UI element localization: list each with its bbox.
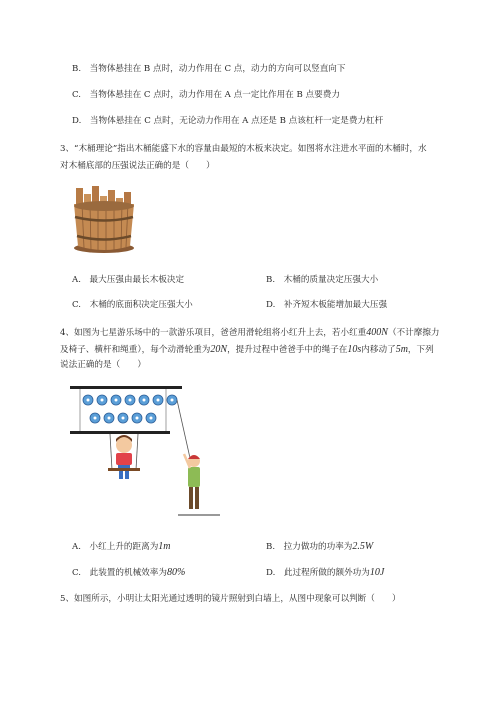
q4-option-c-text: C. 此装置的机械效率为 <box>72 568 167 578</box>
q4-stem-text: ，下列 <box>407 345 434 355</box>
q4-option-c-value: 80% <box>166 567 186 578</box>
q3-option-d: D. 补齐短木板能增加最大压强 <box>266 300 388 310</box>
q4-stem-line2 <box>60 344 434 356</box>
q4-option-a-value: 1m <box>158 541 171 552</box>
q4-option-c <box>72 567 185 579</box>
q4-option-a <box>72 541 171 553</box>
q4-stem-text: 4、如图为七星游乐场中的一款游乐项目，爸爸用滑轮组将小红升上去，若小红重 <box>60 328 367 338</box>
q3-stem-line2: 对木桶底部的压强说法正确的是（ ） <box>60 161 215 171</box>
q4-option-a-text: A. 小红上升的距离为 <box>72 542 159 552</box>
q4-distance-value: 5m <box>395 344 408 355</box>
q4-pulley-weight: 20N <box>210 344 228 355</box>
q2-option-b: B. 当物体悬挂在 B 点时，动力作用在 C 点，动力的方向可以竖直向下 <box>72 64 346 74</box>
pulley-system-figure <box>70 382 230 528</box>
q2-option-d: D. 当物体悬挂在 C 点时，无论动力作用在 A 点还是 B 点该杠杆一定是费力杠杆 <box>72 116 384 126</box>
q4-stem-text: 内移动了 <box>361 345 396 355</box>
q2-option-c: C. 当物体悬挂在 C 点时，动力作用在 A 点一定比作用在 B 点要费力 <box>72 90 340 100</box>
q3-option-c: C. 木桶的底面积决定压强大小 <box>72 300 193 310</box>
q4-stem-line1 <box>60 327 440 339</box>
q4-stem-text: 及椅子、横杆和绳重），每个动滑轮重为 <box>60 345 211 355</box>
wooden-bucket-figure <box>68 184 140 256</box>
q4-option-d-text: D. 此过程所做的额外功为 <box>266 568 370 578</box>
q4-option-d-value: 10J <box>369 567 385 578</box>
q4-option-b-value: 2.5W <box>352 541 374 552</box>
q4-stem-line3: 说法正确的是（ ） <box>60 360 146 370</box>
q4-option-b-text: B. 拉力做功的功率为 <box>266 542 353 552</box>
q3-option-b: B. 木桶的质量决定压强大小 <box>266 275 379 285</box>
q4-stem-text: （不计摩擦力 <box>387 328 440 338</box>
q5-stem-line1: 5、如图所示，小明让太阳光通过透明的镜片照射到白墙上，从图中现象可以判断（ ） <box>60 594 401 604</box>
q3-option-a: A. 最大压强由最长木板决定 <box>72 275 185 285</box>
q4-time-value: 10s <box>347 344 362 355</box>
q4-option-d <box>266 567 384 579</box>
q4-stem-text: ，提升过程中爸爸手中的绳子在 <box>227 345 348 355</box>
q4-weight-value: 400N <box>366 327 388 338</box>
q3-stem-line1: 3、“木桶理论”指出木桶能盛下水的容量由最短的木板来决定。如图将水注进水平面的木桶时，水 <box>60 144 427 154</box>
q4-option-b <box>266 541 373 553</box>
